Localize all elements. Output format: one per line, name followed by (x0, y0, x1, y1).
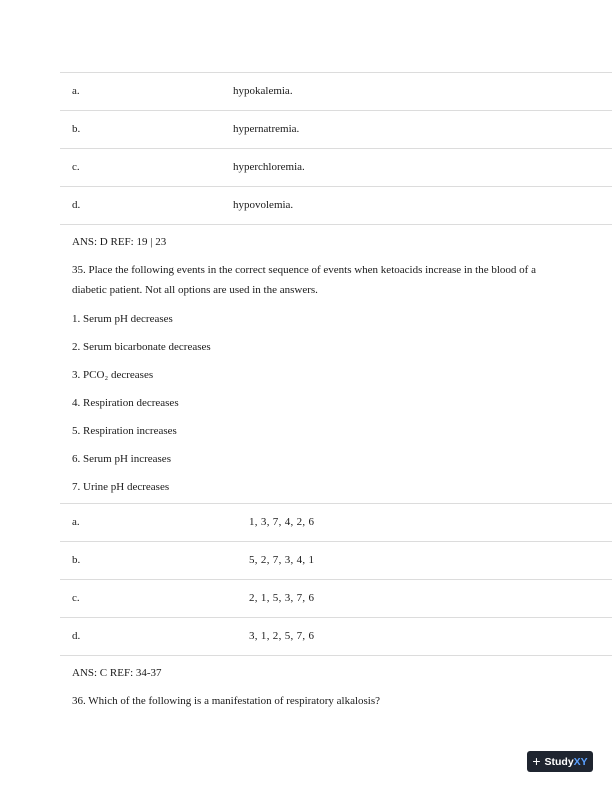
q35-event-3: 3. PCO₂ decreases (72, 369, 154, 381)
option-letter: b. (72, 554, 81, 566)
q35-event-1: 1. Serum pH decreases (72, 313, 173, 325)
q34-option-d (60, 187, 612, 225)
option-letter: b. (72, 123, 81, 135)
option-letter: a. (72, 85, 80, 97)
q35-option-b (60, 542, 612, 580)
option-text: 5, 2, 7, 3, 4, 1 (249, 554, 315, 566)
studyxy-badge[interactable] (527, 751, 593, 772)
option-text: 1, 3, 7, 4, 2, 6 (249, 516, 315, 528)
q34-option-b (60, 111, 612, 149)
q35-event-4: 4. Respiration decreases (72, 397, 179, 409)
q35-event-6: 6. Serum pH increases (72, 453, 171, 465)
option-text: hyperchloremia. (233, 161, 305, 173)
q36-stem: 36. Which of the following is a manifestation of respiratory alkalosis? (72, 695, 381, 707)
brand-name: StudyXY (544, 755, 588, 768)
option-text: hypernatremia. (233, 123, 300, 135)
q34-options-table (60, 72, 612, 225)
q35-options-table (60, 503, 612, 656)
q35-stem: 35. Place the following events in the correct sequence of events when ketoacids increase in the blood of a diabetic patient. Not all options are used in the answers. (72, 264, 536, 296)
q35-option-c (60, 580, 612, 618)
q35-answer: ANS: C REF: 34-37 (72, 667, 162, 679)
q35-event-5: 5. Respiration increases (72, 425, 177, 437)
option-text: hypokalemia. (233, 85, 293, 97)
q34-option-a (60, 73, 612, 111)
q35-event-2: 2. Serum bicarbonate decreases (72, 341, 211, 353)
option-letter: c. (72, 161, 80, 173)
option-text: hypovolemia. (233, 199, 294, 211)
option-text: 3, 1, 2, 5, 7, 6 (249, 630, 315, 642)
option-letter: d. (72, 199, 81, 211)
q35-option-a (60, 504, 612, 542)
q34-answer: ANS: D REF: 19 | 23 (72, 236, 167, 248)
option-text: 2, 1, 5, 3, 7, 6 (249, 592, 315, 604)
q35-event-7: 7. Urine pH decreases (72, 481, 170, 493)
q34-option-c (60, 149, 612, 187)
option-letter: a. (72, 516, 80, 528)
option-letter: d. (72, 630, 81, 642)
plus-icon: + (532, 753, 541, 769)
option-letter: c. (72, 592, 80, 604)
q35-option-d (60, 618, 612, 656)
